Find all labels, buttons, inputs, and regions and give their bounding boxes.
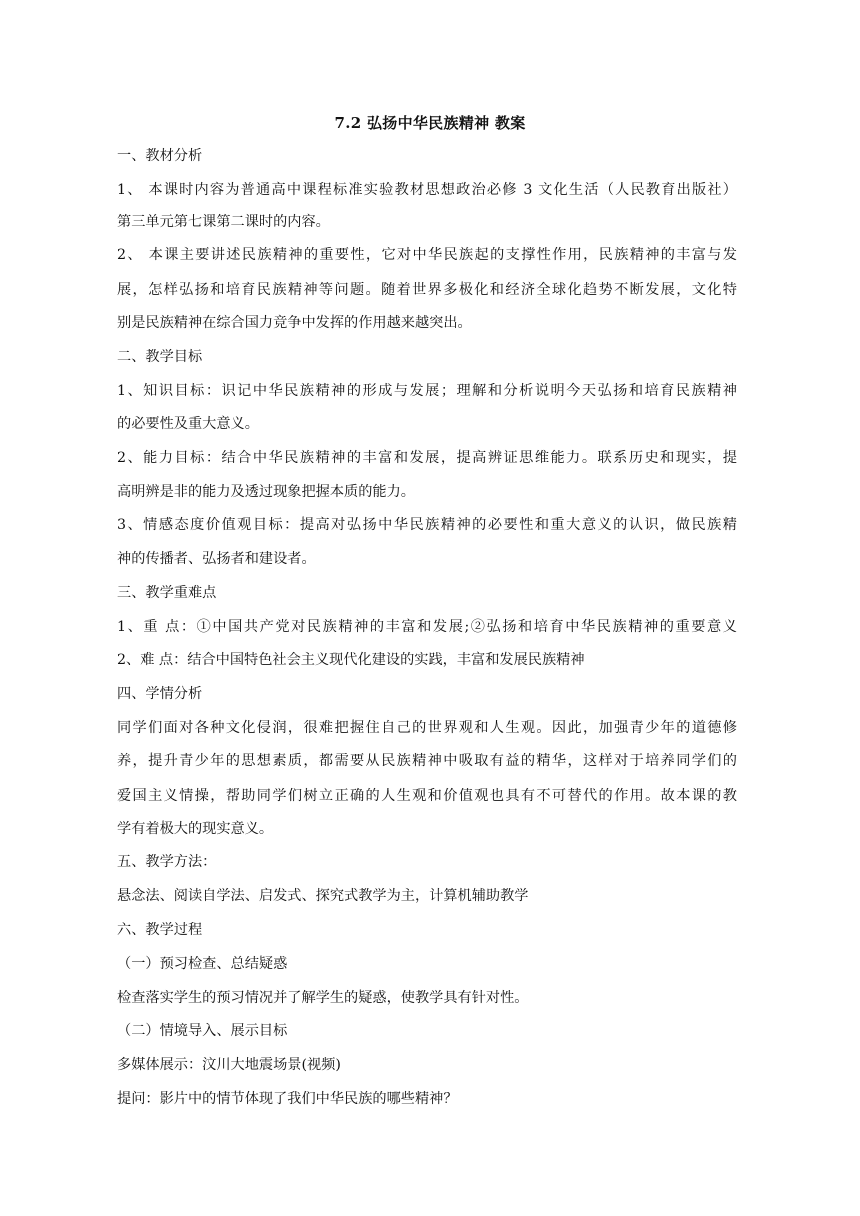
paragraph-line: 2、难 点：结合中国特色社会主义现代化建设的实践，丰富和发展民族精神 — [117, 652, 585, 668]
paragraph-line: 展，怎样弘扬和培育民族精神等问题。随着世界多极化和经济全球化趋势不断发展，文化特 — [117, 282, 737, 298]
paragraph-line: 别是民族精神在综合国力竞争中发挥的作用越来越突出。 — [117, 315, 472, 331]
paragraph-line: 第三单元第七课第二课时的内容。 — [117, 214, 330, 230]
paragraph-line: 的必要性及重大意义。 — [117, 416, 259, 432]
heading-teaching-process: 六、教学过程 — [117, 922, 203, 938]
subheading-situation-intro: （二）情境导入、展示目标 — [117, 1023, 288, 1039]
paragraph-line: 检查落实学生的预习情况并了解学生的疑惑，使教学具有针对性。 — [117, 990, 529, 1006]
paragraph-line: 神的传播者、弘扬者和建设者。 — [117, 551, 316, 567]
paragraph-line: 悬念法、阅读自学法、启发式、探究式教学为主，计算机辅助教学 — [117, 888, 529, 904]
heading-teaching-methods: 五、教学方法： — [117, 854, 217, 870]
document-title: 7.2 弘扬中华民族精神 教案 — [334, 114, 526, 132]
heading-teaching-goals: 二、教学目标 — [117, 349, 203, 365]
heading-key-points: 三、教学重难点 — [117, 585, 217, 601]
paragraph-line: 提问：影片中的情节体现了我们中华民族的哪些精神？ — [117, 1091, 458, 1107]
paragraph-line: 1、知识目标：识记中华民族精神的形成与发展；理解和分析说明今天弘扬和培育民族精神 — [117, 383, 737, 399]
heading-textbook-analysis: 一、教材分析 — [117, 148, 203, 164]
paragraph-line: 学有着极大的现实意义。 — [117, 821, 274, 837]
paragraph-line: 2、能力目标：结合中华民族精神的丰富和发展，提高辨证思维能力。联系历史和现实，提 — [117, 450, 737, 466]
paragraph-line: 多媒体展示：汶川大地震场景(视频) — [117, 1057, 341, 1073]
paragraph-line: 3、情感态度价值观目标：提高对弘扬中华民族精神的必要性和重大意义的认识，做民族精 — [117, 517, 737, 533]
paragraph-line: 1、重 点：①中国共产党对民族精神的丰富和发展;②弘扬和培育中华民族精神的重要意义 — [117, 619, 737, 635]
subheading-preview-check: （一）预习检查、总结疑惑 — [117, 956, 288, 972]
paragraph-line: 养，提升青少年的思想素质，都需要从民族精神中吸取有益的精华，这样对于培养同学们的 — [117, 753, 737, 769]
paragraph-line: 同学们面对各种文化侵润，很难把握住自己的世界观和人生观。因此，加强青少年的道德修 — [117, 720, 737, 736]
heading-student-analysis: 四、学情分析 — [117, 686, 203, 702]
paragraph-line: 爱国主义情操，帮助同学们树立正确的人生观和价值观也具有不可替代的作用。故本课的教 — [117, 788, 737, 804]
paragraph-line: 2、 本课主要讲述民族精神的重要性，它对中华民族起的支撑性作用，民族精神的丰富与发 — [117, 247, 737, 263]
paragraph-line: 1、 本课时内容为普通高中课程标准实验教材思想政治必修 3 文化生活（人民教育出版社） — [117, 182, 737, 198]
paragraph-line: 高明辨是非的能力及透过现象把握本质的能力。 — [117, 484, 415, 500]
